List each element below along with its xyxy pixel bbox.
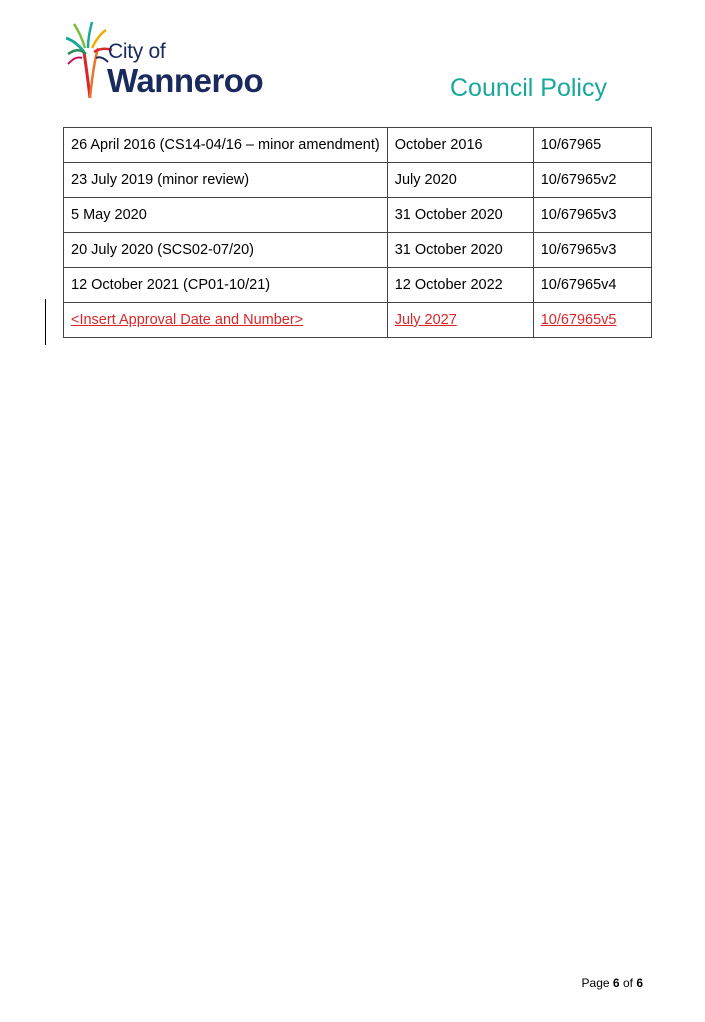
table-row [64, 233, 652, 268]
record-number-cell: 10/67965 [533, 128, 651, 163]
approval-cell: 12 October 2021 (CP01-10/21) [64, 268, 388, 303]
page-total: 6 [636, 976, 643, 990]
approval-cell: 23 July 2019 (minor review) [64, 163, 388, 198]
document-type-title: Council Policy [449, 74, 607, 102]
table-row-revision [64, 303, 652, 338]
page-current: 6 [612, 976, 620, 990]
document-history-table [63, 127, 652, 338]
review-date-cell: 31 October 2020 [387, 198, 533, 233]
record-number-cell: 10/67965v3 [533, 233, 651, 268]
table-row [64, 128, 652, 163]
record-number-cell: 10/67965v5 [533, 303, 651, 338]
record-number-cell: 10/67965v2 [533, 163, 651, 198]
review-date-cell: July 2027 [387, 303, 533, 338]
revision-change-bar [45, 299, 46, 345]
city-of-wanneroo-logo [64, 18, 294, 103]
approval-cell: 5 May 2020 [64, 198, 388, 233]
logo-wanneroo-text: Wanneroo [107, 62, 264, 99]
review-date-cell: October 2016 [387, 128, 533, 163]
table-row [64, 198, 652, 233]
page-number-footer [582, 976, 643, 990]
record-number-cell: 10/67965v4 [533, 268, 651, 303]
record-number-cell: 10/67965v3 [533, 198, 651, 233]
approval-cell: 20 July 2020 (SCS02-07/20) [64, 233, 388, 268]
page-label: Page [581, 976, 610, 990]
of-label: of [622, 976, 633, 990]
table-row [64, 163, 652, 198]
approval-cell: 26 April 2016 (CS14-04/16 – minor amendment) [64, 128, 388, 163]
logo-city-of-text: City of [108, 40, 166, 63]
approval-cell-placeholder: <Insert Approval Date and Number> [64, 303, 388, 338]
review-date-cell: July 2020 [387, 163, 533, 198]
review-date-cell: 31 October 2020 [387, 233, 533, 268]
review-date-cell: 12 October 2022 [387, 268, 533, 303]
table-row [64, 268, 652, 303]
